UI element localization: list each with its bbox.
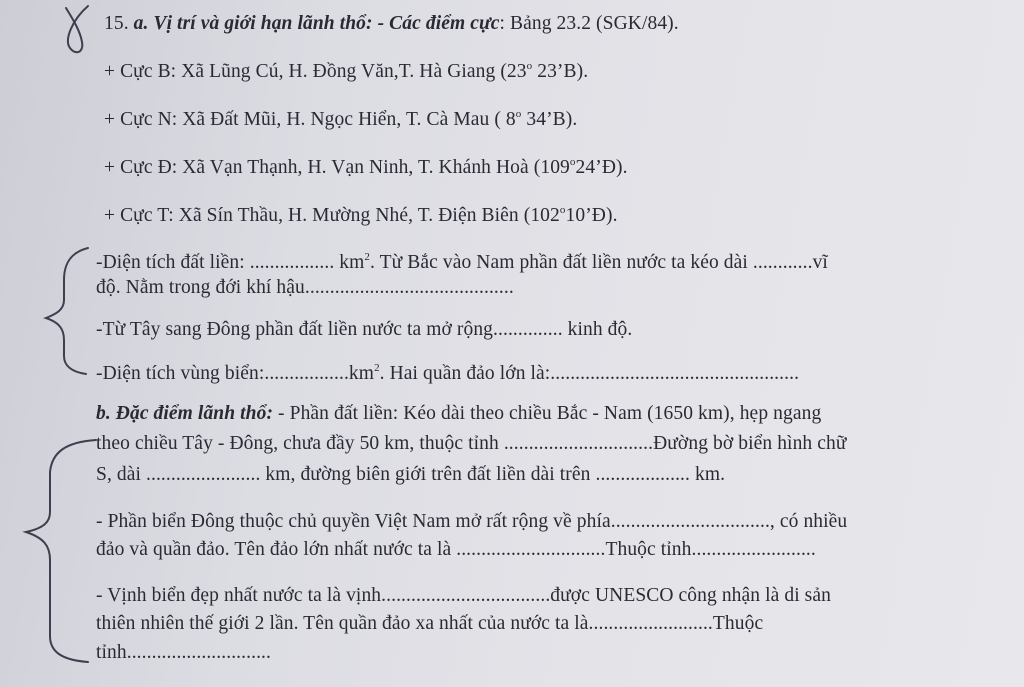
part-b-line-5: đảo và quần đảo. Tên đảo lớn nhất nước ta là ..............................Thuộc tỉnh......................... (96, 539, 816, 560)
extreme-point-south: + Cực N: Xã Đất Mũi, H. Ngọc Hiển, T. Cà Mau ( 8$^o$ 34’B). (104, 108, 578, 130)
extreme-point-north: + Cực B: Xã Lũng Cú, H. Đồng Văn,T. Hà Giang (23$^o$ 23’B). (104, 60, 589, 82)
part-b-line-8: tỉnh............................. (96, 642, 272, 663)
part-b-line-2: theo chiều Tây - Đông, chưa đầy 50 km, thuộc tỉnh ..............................Đường bờ biển hình chữ (96, 433, 847, 454)
part-b-line-3: S, dài ....................... km, đường biên giới trên đất liền dài trên ................... km. (96, 464, 726, 485)
handwritten-x-mark (66, 6, 88, 52)
extreme-point-west: + Cực T: Xã Sín Thầu, H. Mường Nhé, T. Điện Biên (102$^o$10’Đ). (104, 204, 618, 226)
handwritten-brace-a (46, 248, 88, 374)
part-b-line-4: - Phần biển Đông thuộc chủ quyền Việt Nam mở rất rộng về phía................................, có nhiều (96, 511, 848, 532)
part-b-heading: b. Đặc điểm lãnh thổ: - Phần đất liền: Kéo dài theo chiều Bắc - Nam (1650 km), hẹp ngang (96, 403, 822, 424)
extreme-point-east: + Cực Đ: Xã Vạn Thạnh, H. Vạn Ninh, T. Khánh Hoà (109$^o$24’Đ). (104, 156, 628, 178)
east-west-extent-line: -Từ Tây sang Đông phần đất liền nước ta mở rộng.............. kinh độ. (96, 319, 633, 340)
part-a-heading: 15. a. Vị trí và giới hạn lãnh thổ: - Các điểm cực: Bảng 23.2 (SGK/84). (104, 13, 679, 34)
land-area-line: -Diện tích đất liền: ................. $km^2$. Từ Bắc vào Nam phần đất liền nước ta kéo dài ............vĩ (96, 251, 828, 273)
part-b-line-7: thiên nhiên thế giới 2 lần. Tên quần đảo xa nhất của nước ta là.........................Thuộc (96, 613, 764, 634)
part-b-line-6: - Vịnh biển đẹp nhất nước ta là vịnh..................................được UNESCO công nhận là di sản (96, 585, 831, 606)
handwritten-brace-b (26, 440, 96, 662)
sea-area-line: -Diện tích vùng $biển:.................km^2$. Hai quần đảo lớn là:.................................................. (96, 362, 800, 384)
climate-zone-line: độ. Nằm trong đới khí hậu.......................................... (96, 277, 514, 298)
